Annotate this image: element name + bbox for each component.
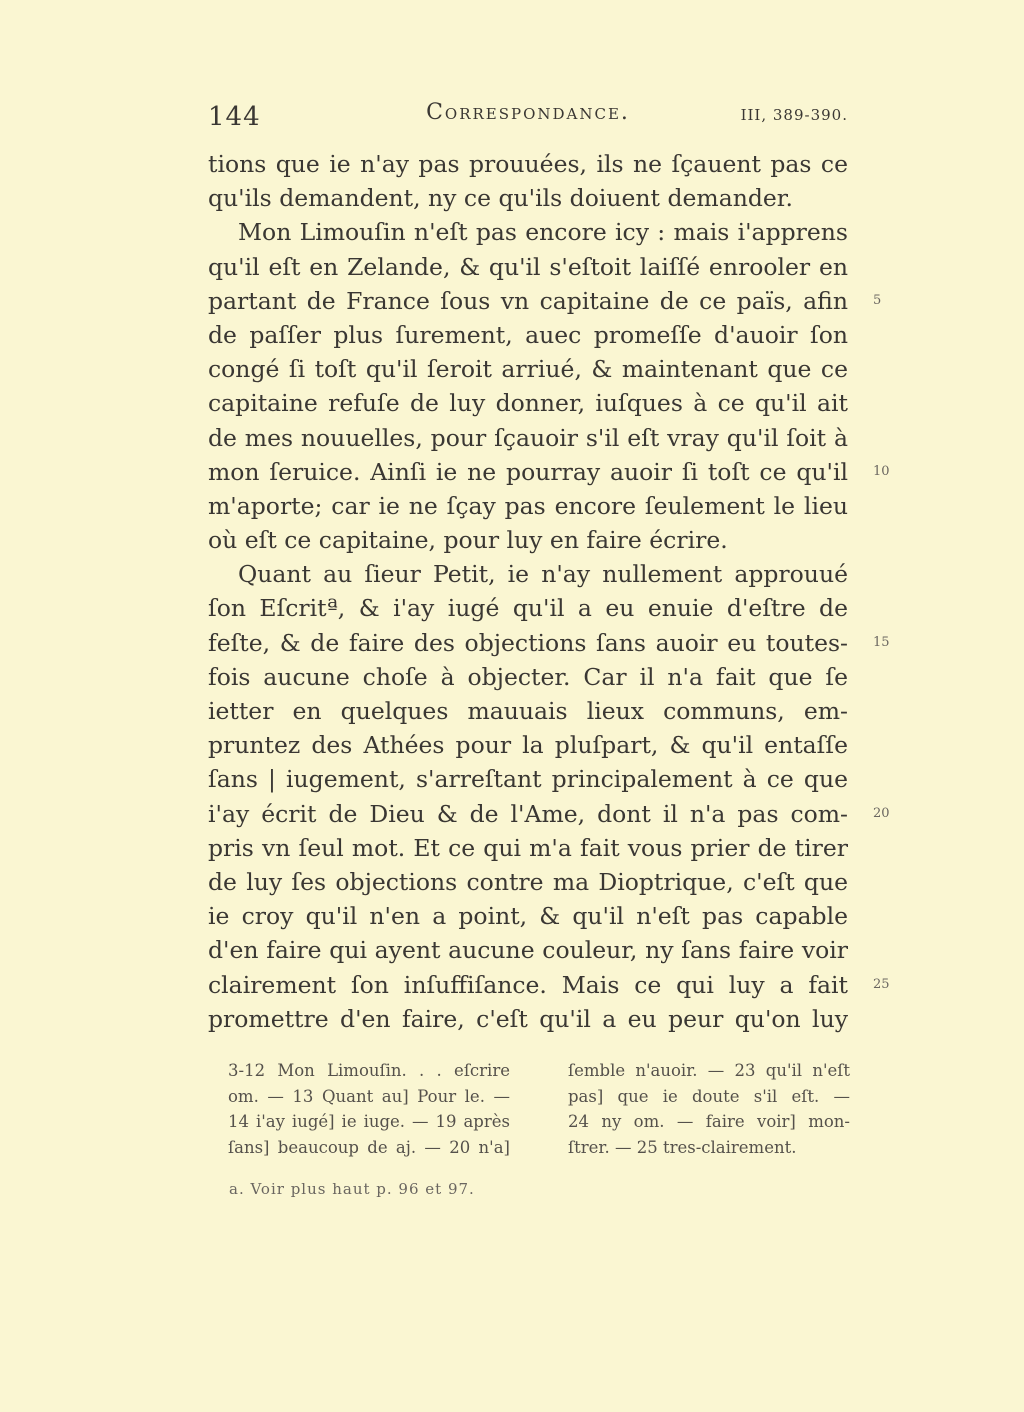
variant-note-line: ſemble n'auoir. — 23 qu'il n'eſt: [568, 1061, 850, 1080]
variant-note-line: ſans] beaucoup de aj. — 20 n'a]: [228, 1137, 510, 1157]
body-line: où eſt ce capitaine, pour luy en faire écrire.: [208, 526, 728, 555]
body-line: de mes nouuelles, pour ſçauoir s'il eſt vray qu'il ſoit à: [208, 423, 848, 452]
line-number: 5: [873, 292, 882, 308]
variant-note-line: 24 ny om. — faire voir] mon-: [568, 1112, 850, 1131]
volume-reference: III, 389-390.: [740, 106, 848, 124]
line-number: 15: [873, 634, 890, 650]
variant-note-line: 14 i'ay iugé] ie iuge. — 19 après: [228, 1112, 510, 1131]
line-number: 25: [873, 976, 890, 992]
body-line: de luy ſes objections contre ma Dioptrique, c'eſt que: [208, 867, 848, 896]
body-line: Quant au ſieur Petit, ie n'ay nullement approuué: [238, 560, 848, 589]
body-line: feſte, & de faire des objections ſans auoir eu toutes- 15: [208, 626, 848, 660]
body-line: pris vn ſeul mot. Et ce qui m'a fait vous prier de tirer: [208, 833, 848, 862]
line-number: 10: [873, 463, 890, 479]
body-line: partant de France ſous vn capitaine de ce païs, afin 5: [208, 284, 848, 318]
body-line: m'aporte; car ie ne ſçay pas encore ſeulement le lieu: [208, 491, 848, 520]
footnote: a. Voir plus haut p. 96 et 97.: [229, 1180, 475, 1198]
variant-note-line: ſtrer. — 25 tres-clairement.: [568, 1137, 797, 1157]
variant-notes-left: [228, 1058, 510, 1160]
body-line: d'en faire qui ayent aucune couleur, ny ſans faire voir: [208, 936, 848, 965]
body-line: qu'ils demandent, ny ce qu'ils doiuent demander.: [208, 184, 793, 213]
body-line: ſon Eſcritª, & i'ay iugé qu'il a eu enuie d'eſtre de: [208, 594, 848, 623]
body-line: pruntez des Athées pour la pluſpart, & qu'il entaſſe: [208, 731, 848, 760]
variant-notes: [228, 1058, 850, 1160]
body-line: congé ſi toſt qu'il ſeroit arriué, & maintenant que ce: [208, 355, 848, 384]
page-header: [208, 96, 848, 136]
body-line: i'ay écrit de Dieu & de l'Ame, dont il n'a pas com- 20: [208, 797, 848, 831]
letter-body: [208, 147, 890, 1036]
body-line: ſans | iugement, s'arreſtant principalement à ce que: [208, 765, 848, 794]
body-line: de paſſer plus ſurement, auec promeſſe d'auoir ſon: [208, 320, 848, 349]
body-line: ietter en quelques mauuais lieux communs, em-: [208, 697, 848, 725]
variant-note-line: 3-12 Mon Limouſin. . . eſcrire: [228, 1061, 510, 1080]
body-line: Mon Limouſin n'eſt pas encore icy : mais i'apprens: [238, 218, 848, 247]
body-line: fois aucune choſe à objecter. Car il n'a fait que ſe: [208, 662, 848, 691]
body-line: clairement ſon inſuffiſance. Mais ce qui luy a fait 25: [208, 968, 848, 1002]
body-line: tions que ie n'ay pas prouuées, ils ne ſçauent pas ce: [208, 150, 848, 178]
page-number: 144: [208, 102, 261, 132]
variant-note-line: om. — 13 Quant au] Pour le. —: [228, 1086, 510, 1106]
variant-notes-right: [568, 1058, 850, 1160]
running-title: Correspondance.: [426, 100, 630, 125]
line-number: 20: [873, 805, 890, 821]
body-line: mon ſeruice. Ainſi ie ne pourray auoir ſi toſt ce qu'il 10: [208, 455, 848, 489]
body-line: ie croy qu'il n'en a point, & qu'il n'eſt pas capable: [208, 902, 848, 931]
body-line: promettre d'en faire, c'eſt qu'il a eu peur qu'on luy: [208, 1004, 848, 1033]
variant-note-line: pas] que ie doute s'il eſt. —: [568, 1086, 850, 1106]
body-line: qu'il eſt en Zelande, & qu'il s'eſtoit laiſſé enrooler en: [208, 252, 848, 281]
body-line: capitaine refuſe de luy donner, iuſques à ce qu'il ait: [208, 389, 848, 418]
